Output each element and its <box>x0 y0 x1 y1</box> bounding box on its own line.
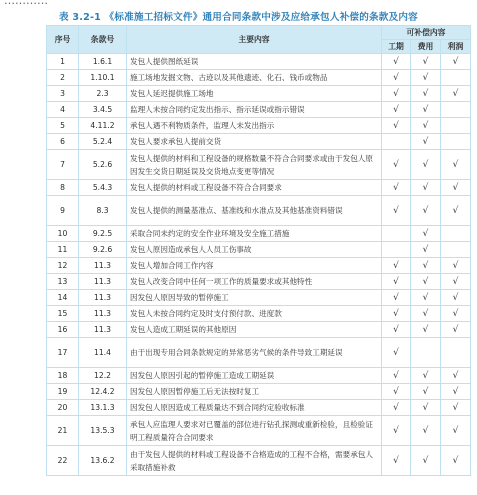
header-content: 主要内容 <box>127 26 382 54</box>
check-profit-cell <box>441 290 471 306</box>
check-profit-cell <box>441 196 471 226</box>
row-seq: 20 <box>47 400 79 416</box>
check-mark-icon: √ <box>452 276 459 287</box>
check-cost-cell <box>411 368 441 384</box>
row-seq: 6 <box>47 134 79 150</box>
row-seq: 10 <box>47 226 79 242</box>
row-content: 因发包人原因暂停施工后无法按时复工 <box>127 384 382 400</box>
check-cost-cell <box>411 134 441 150</box>
row-clause: 9.2.5 <box>79 226 127 242</box>
row-seq: 17 <box>47 338 79 368</box>
check-profit-cell <box>441 54 471 70</box>
row-seq: 9 <box>47 196 79 226</box>
table-row <box>47 102 471 118</box>
table-row <box>47 134 471 150</box>
table-row <box>47 258 471 274</box>
table-row <box>47 226 471 242</box>
check-mark-icon: √ <box>422 292 429 303</box>
check-cost-cell <box>411 290 441 306</box>
row-content: 发包人造成工期延误的其他原因 <box>127 322 382 338</box>
row-content: 由于出现专用合同条款规定的异常恶劣气候的条件导致工期延误 <box>127 338 382 368</box>
check-cost-cell <box>411 226 441 242</box>
check-profit-cell <box>441 102 471 118</box>
row-seq: 15 <box>47 306 79 322</box>
check-mark-icon: √ <box>452 292 459 303</box>
row-clause: 13.1.3 <box>79 400 127 416</box>
check-mark-icon: √ <box>452 386 459 397</box>
row-content: 发包人提供的材料或工程设备不符合合同要求 <box>127 180 382 196</box>
check-mark-icon: √ <box>452 56 459 67</box>
row-seq: 18 <box>47 368 79 384</box>
table-row <box>47 368 471 384</box>
check-cost-cell <box>411 400 441 416</box>
table-row <box>47 150 471 180</box>
check-cost-cell <box>411 274 441 290</box>
row-seq: 4 <box>47 102 79 118</box>
row-clause: 5.4.3 <box>79 180 127 196</box>
table-row <box>47 54 471 70</box>
check-profit-cell <box>441 134 471 150</box>
row-seq: 3 <box>47 86 79 102</box>
check-mark-icon: √ <box>393 56 399 67</box>
check-mark-icon: √ <box>393 292 399 303</box>
table-row <box>47 180 471 196</box>
table-body <box>47 54 471 476</box>
check-profit-cell <box>441 258 471 274</box>
row-seq: 22 <box>47 446 79 476</box>
table-row <box>47 70 471 86</box>
row-clause: 13.6.2 <box>79 446 127 476</box>
table-row <box>47 274 471 290</box>
row-clause: 4.11.2 <box>79 118 127 134</box>
check-period-cell <box>382 274 411 290</box>
check-mark-icon: √ <box>452 88 459 99</box>
row-clause: 11.3 <box>79 322 127 338</box>
row-clause: 5.2.6 <box>79 150 127 180</box>
row-content: 采取合同未约定的安全作业环境及安全施工措施 <box>127 226 382 242</box>
check-profit-cell <box>441 306 471 322</box>
check-profit-cell <box>441 384 471 400</box>
check-cost-cell <box>411 416 441 446</box>
row-clause: 12.2 <box>79 368 127 384</box>
row-content: 承包人遇不利物质条件，监理人未发出指示 <box>127 118 382 134</box>
table-row <box>47 290 471 306</box>
table-caption: 表 3.2-1 《标准施工招标文件》通用合同条款中涉及应给承包人补偿的条款及内容 <box>59 12 418 23</box>
row-seq: 2 <box>47 70 79 86</box>
table-row <box>47 306 471 322</box>
check-mark-icon: √ <box>393 370 399 381</box>
check-mark-icon: √ <box>422 276 429 287</box>
table-row <box>47 322 471 338</box>
row-clause: 2.3 <box>79 86 127 102</box>
check-cost-cell <box>411 118 441 134</box>
check-mark-icon: √ <box>422 386 429 397</box>
header-clause: 条款号 <box>79 26 127 54</box>
check-cost-cell <box>411 102 441 118</box>
page-top-fragment: ………… <box>4 0 48 7</box>
check-mark-icon: √ <box>393 347 399 358</box>
check-profit-cell <box>441 416 471 446</box>
check-mark-icon: √ <box>422 402 429 413</box>
row-content: 承包人应监理人要求对已覆盖的部位进行钻孔探测或重新检验，且检验证明工程质量符合合同要求 <box>127 416 382 446</box>
check-mark-icon: √ <box>452 159 459 170</box>
check-mark-icon: √ <box>452 402 459 413</box>
check-mark-icon: √ <box>393 324 399 335</box>
header-seq: 序号 <box>47 26 79 54</box>
row-seq: 5 <box>47 118 79 134</box>
row-seq: 7 <box>47 150 79 180</box>
check-mark-icon: √ <box>422 104 429 115</box>
check-cost-cell <box>411 258 441 274</box>
row-seq: 19 <box>47 384 79 400</box>
check-period-cell <box>382 150 411 180</box>
check-period-cell <box>382 226 411 242</box>
row-seq: 21 <box>47 416 79 446</box>
row-content: 发包人提供的测量基准点、基准线和水准点及其他基准资料错误 <box>127 196 382 226</box>
check-mark-icon: √ <box>393 425 399 436</box>
check-period-cell <box>382 416 411 446</box>
check-mark-icon: √ <box>422 88 429 99</box>
check-mark-icon: √ <box>422 159 429 170</box>
row-content: 发包人未按合同约定及时支付预付款、进度款 <box>127 306 382 322</box>
table-row <box>47 446 471 476</box>
check-mark-icon: √ <box>422 260 429 271</box>
check-mark-icon: √ <box>452 260 459 271</box>
row-seq: 12 <box>47 258 79 274</box>
check-mark-icon: √ <box>422 136 429 147</box>
row-clause: 8.3 <box>79 196 127 226</box>
check-period-cell <box>382 384 411 400</box>
table-row <box>47 384 471 400</box>
check-mark-icon: √ <box>393 402 399 413</box>
check-mark-icon: √ <box>393 276 399 287</box>
check-profit-cell <box>441 180 471 196</box>
check-cost-cell <box>411 446 441 476</box>
row-content: 发包人提供的材料和工程设备的规格数量不符合合同要求或由于发包人原因发生交货日期延误及交货地点变更等情况 <box>127 150 382 180</box>
check-mark-icon: √ <box>452 324 459 335</box>
header-period: 工期 <box>382 40 411 54</box>
check-mark-icon: √ <box>393 159 399 170</box>
row-clause: 11.3 <box>79 306 127 322</box>
check-period-cell <box>382 446 411 476</box>
check-profit-cell <box>441 322 471 338</box>
check-period-cell <box>382 338 411 368</box>
check-mark-icon: √ <box>393 120 399 131</box>
row-seq: 1 <box>47 54 79 70</box>
row-clause: 1.10.1 <box>79 70 127 86</box>
row-content: 由于发包人提供的材料或工程设备不合格造成的工程不合格，需要承包人采取措施补救 <box>127 446 382 476</box>
row-content: 因发包人原因造成工程质量达不到合同约定验收标准 <box>127 400 382 416</box>
check-profit-cell <box>441 400 471 416</box>
header-compensable: 可补偿内容 <box>382 26 471 40</box>
row-seq: 13 <box>47 274 79 290</box>
check-profit-cell <box>441 338 471 368</box>
header-profit: 利润 <box>441 40 471 54</box>
check-period-cell <box>382 86 411 102</box>
table-row <box>47 400 471 416</box>
row-clause: 13.5.3 <box>79 416 127 446</box>
check-mark-icon: √ <box>452 455 459 466</box>
row-seq: 14 <box>47 290 79 306</box>
check-period-cell <box>382 180 411 196</box>
check-mark-icon: √ <box>393 182 399 193</box>
row-clause: 1.6.1 <box>79 54 127 70</box>
check-mark-icon: √ <box>452 308 459 319</box>
check-mark-icon: √ <box>422 324 429 335</box>
check-profit-cell <box>441 86 471 102</box>
check-mark-icon: √ <box>422 228 429 239</box>
row-seq: 11 <box>47 242 79 258</box>
row-clause: 11.4 <box>79 338 127 368</box>
check-profit-cell <box>441 446 471 476</box>
check-cost-cell <box>411 338 441 368</box>
row-seq: 16 <box>47 322 79 338</box>
check-mark-icon: √ <box>422 425 429 436</box>
check-mark-icon: √ <box>393 88 399 99</box>
row-clause: 3.4.5 <box>79 102 127 118</box>
check-cost-cell <box>411 306 441 322</box>
row-content: 因发包人原因引起的暂停施工造成工期延误 <box>127 368 382 384</box>
check-period-cell <box>382 134 411 150</box>
row-clause: 12.4.2 <box>79 384 127 400</box>
check-mark-icon: √ <box>452 182 459 193</box>
check-mark-icon: √ <box>422 308 429 319</box>
row-content: 发包人改变合同中任何一项工作的质量要求或其他特性 <box>127 274 382 290</box>
check-profit-cell <box>441 242 471 258</box>
table-row <box>47 118 471 134</box>
check-period-cell <box>382 70 411 86</box>
row-clause: 9.2.6 <box>79 242 127 258</box>
check-mark-icon: √ <box>422 205 429 216</box>
check-mark-icon: √ <box>393 205 399 216</box>
check-period-cell <box>382 118 411 134</box>
row-content: 发包人要求承包人提前交货 <box>127 134 382 150</box>
check-cost-cell <box>411 180 441 196</box>
row-clause: 11.3 <box>79 290 127 306</box>
check-mark-icon: √ <box>452 370 459 381</box>
table-row <box>47 86 471 102</box>
check-profit-cell <box>441 368 471 384</box>
check-cost-cell <box>411 150 441 180</box>
check-mark-icon: √ <box>422 72 429 83</box>
row-content: 发包人延迟提供施工场地 <box>127 86 382 102</box>
check-cost-cell <box>411 196 441 226</box>
check-profit-cell <box>441 70 471 86</box>
check-mark-icon: √ <box>422 370 429 381</box>
compensation-clauses-table <box>46 25 471 476</box>
check-cost-cell <box>411 242 441 258</box>
check-period-cell <box>382 54 411 70</box>
table-row <box>47 242 471 258</box>
row-content: 因发包人原因导致的暂停施工 <box>127 290 382 306</box>
check-period-cell <box>382 242 411 258</box>
check-mark-icon: √ <box>452 425 459 436</box>
check-period-cell <box>382 400 411 416</box>
check-mark-icon: √ <box>422 120 429 131</box>
check-mark-icon: √ <box>393 260 399 271</box>
table-row <box>47 338 471 368</box>
row-seq: 8 <box>47 180 79 196</box>
check-profit-cell <box>441 118 471 134</box>
check-mark-icon: √ <box>393 386 399 397</box>
check-mark-icon: √ <box>393 455 399 466</box>
row-content: 发包人增加合同工作内容 <box>127 258 382 274</box>
check-mark-icon: √ <box>393 72 399 83</box>
row-content: 发包人提供图纸延误 <box>127 54 382 70</box>
check-period-cell <box>382 196 411 226</box>
check-mark-icon: √ <box>452 205 459 216</box>
check-period-cell <box>382 258 411 274</box>
check-cost-cell <box>411 322 441 338</box>
check-mark-icon: √ <box>393 104 399 115</box>
row-clause: 11.3 <box>79 274 127 290</box>
check-cost-cell <box>411 384 441 400</box>
check-period-cell <box>382 368 411 384</box>
table-row <box>47 196 471 226</box>
row-content: 监理人未按合同约定发出指示、指示延误或指示错误 <box>127 102 382 118</box>
check-period-cell <box>382 102 411 118</box>
check-mark-icon: √ <box>393 308 399 319</box>
row-clause: 5.2.4 <box>79 134 127 150</box>
check-profit-cell <box>441 274 471 290</box>
check-period-cell <box>382 306 411 322</box>
check-mark-icon: √ <box>422 182 429 193</box>
header-cost: 费用 <box>411 40 441 54</box>
row-content: 发包人原因造成承包人人员工伤事故 <box>127 242 382 258</box>
row-clause: 11.3 <box>79 258 127 274</box>
check-cost-cell <box>411 86 441 102</box>
table-row <box>47 416 471 446</box>
check-mark-icon: √ <box>422 56 429 67</box>
check-cost-cell <box>411 70 441 86</box>
check-profit-cell <box>441 226 471 242</box>
check-profit-cell <box>441 150 471 180</box>
check-mark-icon: √ <box>422 455 429 466</box>
check-period-cell <box>382 290 411 306</box>
check-cost-cell <box>411 54 441 70</box>
row-content: 施工场地发掘文物、古迹以及其他遗迹、化石、钱币或物品 <box>127 70 382 86</box>
check-mark-icon: √ <box>422 244 429 255</box>
check-period-cell <box>382 322 411 338</box>
